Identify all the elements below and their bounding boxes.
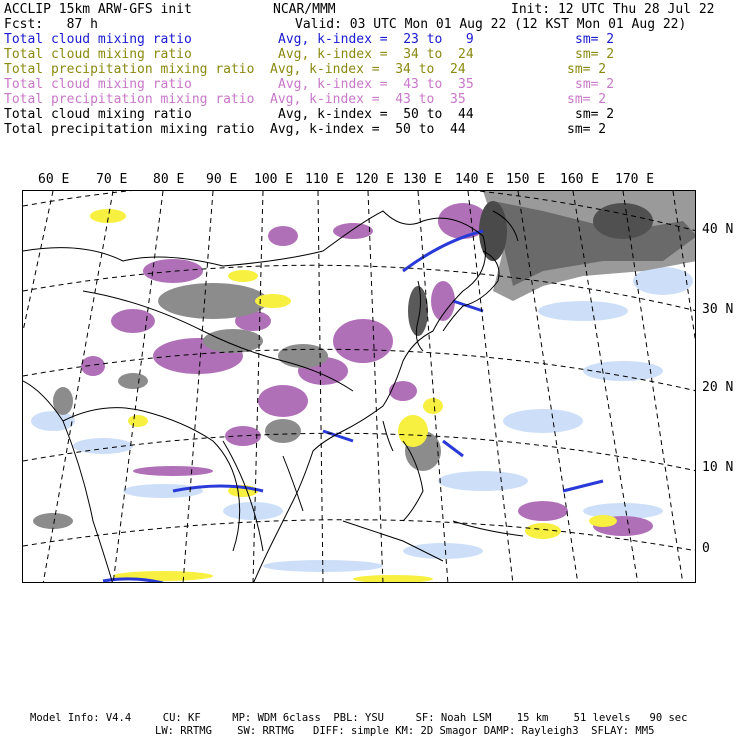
field-name-4: Total cloud mixing ratio — [4, 77, 192, 92]
field-name-7: Total precipitation mixing ratio — [4, 122, 255, 137]
lat-label-30n: 30 N — [702, 302, 734, 317]
field-sm-4: sm= 2 — [575, 77, 615, 92]
init-time: Init: 12 UTC Thu 28 Jul 22 — [511, 2, 715, 17]
field-sm-1: sm= 2 — [575, 32, 615, 47]
lon-label-80e: 80 E — [153, 172, 185, 187]
lat-label-40n: 40 N — [702, 222, 734, 237]
lon-label-60e: 60 E — [38, 172, 70, 187]
field-sm-6: sm= 2 — [575, 107, 615, 122]
lat-label-20n: 20 N — [702, 380, 734, 395]
field-avg-1: Avg, k-index = 23 to 9 — [278, 32, 474, 47]
forecast-hour: Fcst: 87 h — [4, 17, 98, 32]
lon-label-120e: 120 E — [355, 172, 395, 187]
lat-label-10n: 10 N — [702, 460, 734, 475]
lon-label-110e: 110 E — [305, 172, 345, 187]
field-name-2: Total cloud mixing ratio — [4, 47, 192, 62]
lon-label-160e: 160 E — [560, 172, 600, 187]
valid-time: Valid: 03 UTC Mon 01 Aug 22 (12 KST Mon 01 Aug 22) — [295, 17, 687, 32]
field-name-3: Total precipitation mixing ratio — [4, 62, 255, 77]
forecast-map — [22, 190, 696, 583]
model-info-line-1: Model Info: V4.4 CU: KF MP: WDM 6class PBL: YSU SF: Noah LSM 15 km 51 levels 90 sec — [30, 712, 688, 724]
field-sm-5: sm= 2 — [567, 92, 607, 107]
lon-label-70e: 70 E — [96, 172, 128, 187]
lon-label-150e: 150 E — [506, 172, 546, 187]
lon-label-140e: 140 E — [455, 172, 495, 187]
lon-label-170e: 170 E — [615, 172, 655, 187]
map-canvas — [23, 191, 696, 583]
institution-label: NCAR/MMM — [273, 2, 336, 17]
lon-label-100e: 100 E — [254, 172, 294, 187]
field-sm-3: sm= 2 — [567, 62, 607, 77]
field-name-1: Total cloud mixing ratio — [4, 32, 192, 47]
field-avg-4: Avg, k-index = 43 to 35 — [278, 77, 474, 92]
field-avg-5: Avg, k-index = 43 to 35 — [270, 92, 466, 107]
field-avg-6: Avg, k-index = 50 to 44 — [278, 107, 474, 122]
field-avg-3: Avg, k-index = 34 to 24 — [270, 62, 466, 77]
field-avg-2: Avg, k-index = 34 to 24 — [278, 47, 474, 62]
field-sm-7: sm= 2 — [567, 122, 607, 137]
lon-label-90e: 90 E — [206, 172, 238, 187]
field-name-6: Total cloud mixing ratio — [4, 107, 192, 122]
model-title: ACCLIP 15km ARW-GFS init — [4, 2, 192, 17]
field-sm-2: sm= 2 — [575, 47, 615, 62]
lat-label-0: 0 — [702, 541, 710, 556]
lon-label-130e: 130 E — [403, 172, 443, 187]
model-info-line-2: LW: RRTMG SW: RRTMG DIFF: simple KM: 2D Smagor DAMP: Rayleigh3 SFLAY: MM5 — [155, 725, 655, 737]
field-name-5: Total precipitation mixing ratio — [4, 92, 255, 107]
field-avg-7: Avg, k-index = 50 to 44 — [270, 122, 466, 137]
